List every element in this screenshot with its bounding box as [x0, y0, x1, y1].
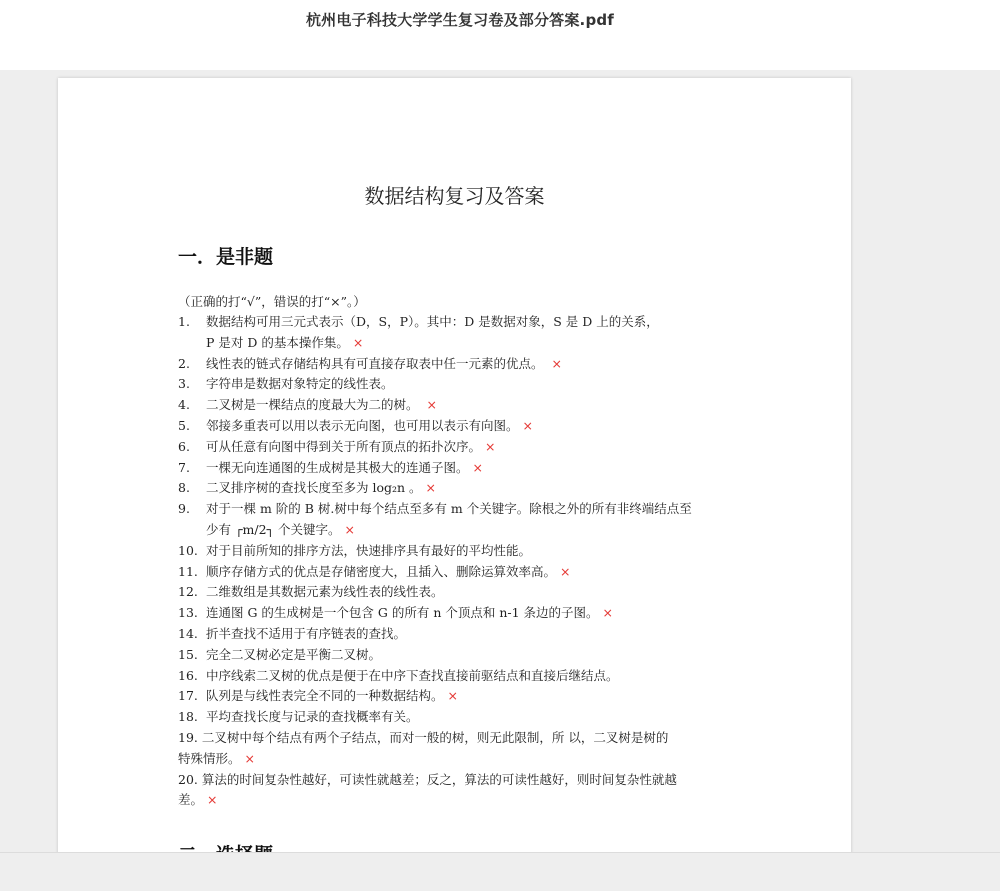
question-item: [178, 478, 738, 499]
question-item: [178, 395, 738, 416]
instruction-text: （正确的打“√”，错误的打“×”。）: [178, 294, 366, 309]
question-number: 2.: [178, 355, 190, 371]
question-number: 12.: [178, 584, 198, 600]
question-item: [178, 645, 738, 666]
question-item: [178, 416, 738, 437]
question-number: 7.: [178, 459, 190, 475]
question-text: 对于一棵 m 阶的 B 树.树中每个结点至多有 m 个关键字。除根之外的所有非终端结点至: [206, 501, 692, 517]
section-heading-true-false: 一．是非题: [178, 246, 274, 268]
question-number: 14.: [178, 625, 198, 641]
question-number: 11.: [178, 563, 198, 579]
question-item-continuation: [178, 333, 738, 354]
question-number: 18.: [178, 709, 198, 725]
question-number: 4.: [178, 397, 190, 413]
question-number: 13.: [178, 605, 198, 621]
question-number: 15.: [178, 646, 198, 662]
question-number: 10.: [178, 542, 198, 558]
question-item: [178, 624, 738, 645]
wrong-mark: ×: [485, 438, 496, 454]
document-title: 数据结构复习及答案: [364, 184, 545, 208]
question-number: 17.: [178, 688, 198, 704]
wrong-mark: ×: [207, 792, 218, 808]
question-text: 差。: [178, 792, 204, 808]
pdf-page: [58, 78, 851, 868]
question-text: 中序线索二叉树的优点是便于在中序下查找直接前驱结点和直接后继结点。: [206, 667, 619, 683]
question-number: 19.: [178, 729, 198, 745]
question-text: 可从任意有向图中得到关于所有顶点的拓扑次序。: [206, 438, 482, 454]
wrong-mark: ×: [244, 750, 255, 766]
question-number: 20.: [178, 771, 198, 787]
question-text: 少有 ┌m/2┐ 个关键字。: [206, 521, 341, 537]
question-text: 完全二叉树必定是平衡二叉树。: [206, 646, 382, 662]
wrong-mark: ×: [344, 521, 356, 537]
question-text: 队列是与线性表完全不同的一种数据结构。: [206, 688, 444, 704]
question-number: 6.: [178, 438, 190, 454]
wrong-mark: ×: [426, 397, 437, 413]
question-number: 9.: [178, 501, 190, 517]
file-title: 杭州电子科技大学学生复习卷及部分答案.pdf: [305, 11, 615, 29]
wrong-mark: ×: [447, 688, 458, 704]
question-text: 对于目前所知的排序方法，快速排序具有最好的平均性能。: [206, 542, 532, 558]
question-text: 二叉树是一棵结点的度最大为二的树。: [206, 397, 423, 413]
wrong-mark: ×: [352, 334, 364, 350]
question-item: [178, 582, 738, 603]
question-text: 特殊情形。: [178, 750, 241, 766]
question-text: P 是对 D 的基本操作集。: [206, 334, 349, 350]
wrong-mark: ×: [560, 563, 571, 579]
question-text: 邻接多重表可以用以表示无向图，也可用以表示有向图。: [206, 417, 519, 433]
question-item: [178, 707, 738, 728]
question-item: [178, 458, 738, 479]
question-text: 连通图 G 的生成树是一个包含 G 的所有 n 个顶点和 n-1 条边的子图。: [206, 605, 599, 621]
question-item: [178, 499, 738, 520]
wrong-mark: ×: [602, 605, 614, 621]
question-text: 一棵无向连通图的生成树是其极大的连通子图。: [206, 459, 469, 475]
question-item-continuation: [178, 749, 738, 770]
question-item: [178, 686, 738, 707]
question-text: 二叉树中每个结点有两个子结点，而对一般的树，则无此限制，所 以，二叉树是树的: [201, 729, 669, 745]
question-item: [178, 437, 738, 458]
wrong-mark: ×: [551, 355, 562, 371]
question-text: 字符串是数据对象特定的线性表。: [206, 376, 394, 392]
question-text: 平均查找长度与记录的查找概率有关。: [206, 709, 419, 725]
question-number: 8.: [178, 480, 190, 496]
question-item: [178, 603, 738, 624]
wrong-mark: ×: [522, 417, 533, 433]
wrong-mark: ×: [472, 459, 483, 475]
question-item: [178, 666, 738, 687]
question-item-continuation: [178, 790, 738, 811]
question-item: [178, 374, 738, 395]
question-number: 5.: [178, 417, 190, 433]
wrong-mark: ×: [425, 480, 437, 496]
pdf-viewer[interactable]: [0, 70, 1000, 852]
question-number: 16.: [178, 667, 198, 683]
question-number: 1.: [178, 314, 190, 329]
question-text: 算法的时间复杂性越好，可读性就越差；反之，算法的可读性越好，则时间复杂性就越: [201, 771, 677, 787]
question-text: 线性表的链式存储结构具有可直接存取表中任一元素的优点。: [206, 355, 548, 371]
question-text: 折半查找不适用于有序链表的查找。: [206, 625, 407, 641]
question-text: 数据结构可用三元式表示（D，S，P）。其中：D 是数据对象，S 是 D 上的关系，: [206, 314, 659, 329]
question-item: [178, 562, 738, 583]
title-bar: [0, 0, 1000, 70]
question-list: [178, 312, 738, 811]
question-item: [178, 312, 738, 333]
question-text: 顺序存储方式的优点是存储密度大，且插入、删除运算效率高。: [206, 563, 557, 579]
question-item: [178, 728, 738, 749]
question-item: [178, 541, 738, 562]
question-item: [178, 770, 738, 791]
question-number: 3.: [178, 376, 190, 392]
question-text: 二维数组是其数据元素为线性表的线性表。: [206, 584, 444, 600]
question-item-continuation: [178, 520, 738, 541]
question-item: [178, 354, 738, 375]
bottom-toolbar: [0, 852, 1000, 891]
question-text: 二叉排序树的查找长度至多为 log₂n 。: [206, 480, 422, 496]
